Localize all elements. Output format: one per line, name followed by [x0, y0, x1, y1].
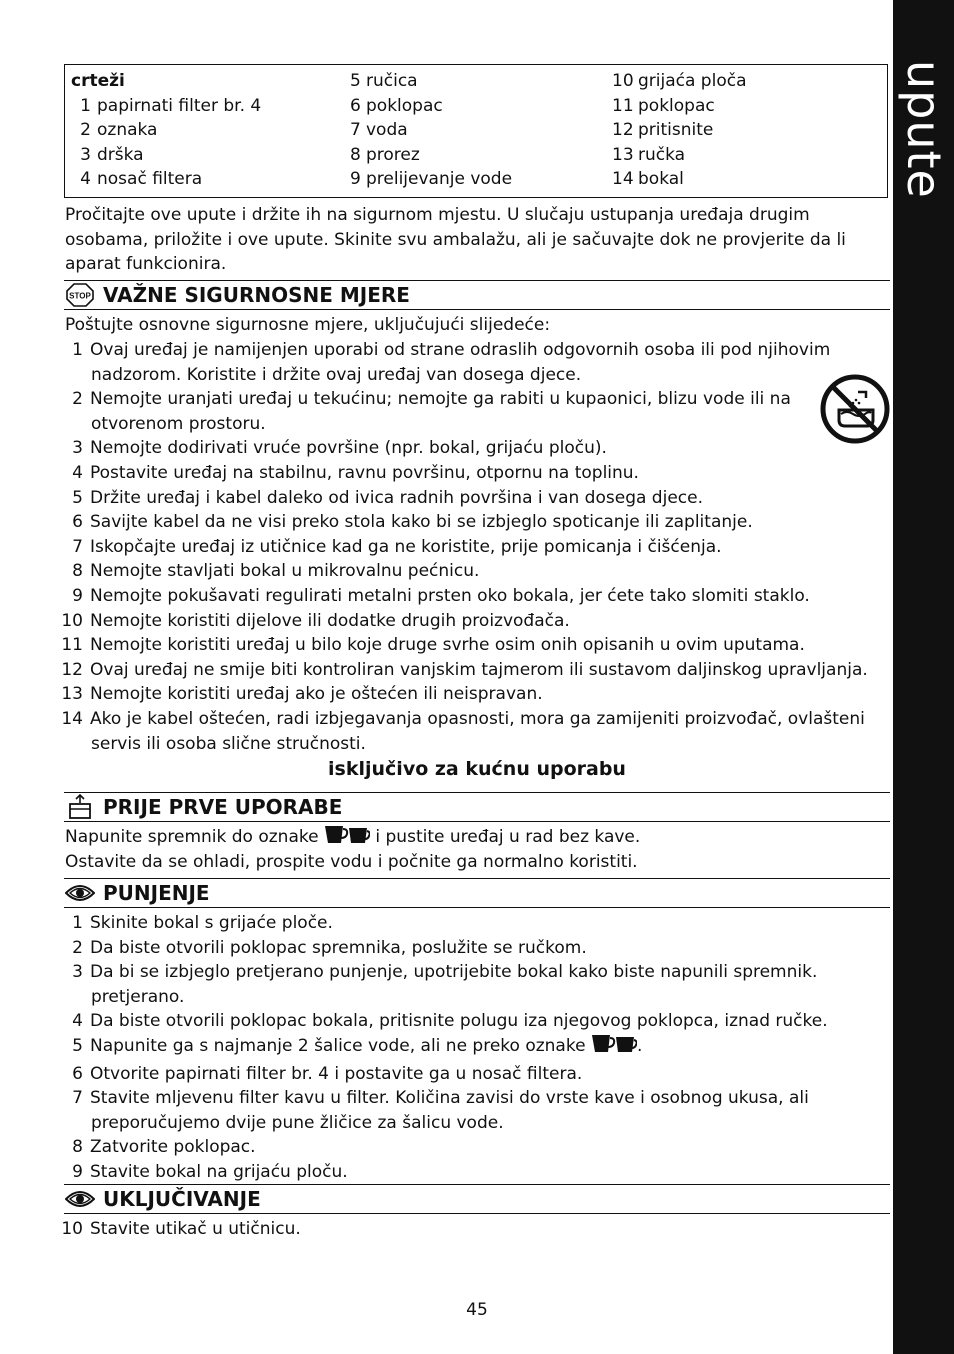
list-item: 8 Zatvorite poklopac.	[72, 1137, 256, 1158]
list-item: 6 Otvorite papirnati filter br. 4 i postavite ga u nosač filtera.	[72, 1063, 583, 1084]
figures-column-3	[612, 69, 747, 192]
no-bathroom-icon	[820, 374, 890, 449]
figure-item: 11 poklopac	[612, 95, 715, 116]
list-item: 2 Da biste otvorili poklopac spremnika, poslužite se ručkom.	[72, 937, 587, 958]
page-number: 45	[466, 1300, 488, 1320]
figure-item: 6 poklopac	[350, 95, 443, 116]
list-item: 10 Stavite utikač u utičnicu.	[61, 1219, 301, 1239]
list-item: 1 Skinite bokal s grijaće ploče.	[72, 913, 333, 933]
intro-line: Pročitajte ove upute i držite ih na sigurnom mjestu. U slučaju ustupanja uređaja drugim	[65, 205, 810, 225]
list-item: 11 Nemojte koristiti uređaj u bilo koje druge svrhe osim onih opisanih u ovim uputama.	[61, 635, 805, 656]
list-item: 6 Savijte kabel da ne visi preko stola kako bi se izbjeglo spoticanje ili zaplitanje.	[72, 512, 753, 533]
list-item: 5 Napunite ga s najmanje 2 šalice vode, ali ne preko oznake .	[60, 1034, 880, 1062]
intro-paragraph	[65, 203, 865, 277]
figures-column-1	[71, 69, 261, 192]
side-tab	[893, 0, 954, 1354]
first-use-title: PRIJE PRVE UPORABE	[103, 795, 343, 819]
switch-on-list	[60, 1217, 880, 1242]
list-item: 3 Nemojte dodirivati vruće površine (npr. bokal, grijaću ploču).	[72, 438, 607, 459]
safety-lead: Poštujte osnovne sigurnosne mjere, uključujući slijedeće:	[65, 315, 551, 335]
figure-item: 12 pritisnite	[612, 120, 714, 141]
list-item: 8 Nemojte stavljati bokal u mikrovalnu pećnicu.	[72, 561, 480, 582]
figure-item: 5 ručica	[350, 71, 418, 91]
first-use-icon	[65, 795, 95, 819]
list-item: 7 Iskopčajte uređaj iz utičnice kad ga ne koristite, prije pomicanja i čišćenja.	[72, 536, 722, 557]
household-use-note: isključivo za kućnu uporabu	[328, 758, 626, 780]
list-item: 14 Ako je kabel oštećen, radi izbjegavanja opasnosti, mora ga zamijeniti proizvođač, ovlašteni servis ili osoba slične stručnosti.	[61, 708, 865, 754]
list-item: 10 Nemojte koristiti dijelove ili dodatke drugih proizvođača.	[61, 610, 570, 631]
figure-item: 14 bokal	[612, 169, 684, 190]
figure-item: 9 prelijevanje vode	[350, 169, 513, 190]
list-item: 1 Ovaj uređaj je namijenjen uporabi od strane odraslih odgovornih osoba ili pod njihovim nadzorom. Koristite i držite ovaj uređaj van dosega djece.	[72, 340, 831, 385]
list-item: 4 Da biste otvorili poklopac bokala, pritisnite polugu iza njegovog poklopca, iznad ručke.	[72, 1011, 828, 1032]
figures-column-2	[350, 69, 512, 192]
eye-icon	[65, 1187, 95, 1211]
first-use-line: Ostavite da se ohladi, prospite vodu i počnite ga normalno koristiti.	[65, 852, 638, 872]
safety-list	[60, 338, 880, 756]
side-tab-label: upute	[897, 60, 951, 199]
list-item: 3 Da bi se izbjeglo pretjerano punjenje, upotrijebite bokal kako biste napunili spremnik. pretjerano.	[72, 962, 818, 1007]
list-item: 12 Ovaj uređaj ne smije biti kontroliran vanjskim tajmerom ili sustavom daljinskog upravljanja.	[61, 659, 868, 680]
figures-legend	[64, 64, 888, 198]
list-item: 4 Postavite uređaj na stabilnu, ravnu površinu, otpornu na toplinu.	[72, 462, 639, 483]
figure-item: 13 ručka	[612, 144, 686, 165]
figures-title: crteži	[71, 71, 125, 91]
switch-on-title: UKLJUČIVANJE	[103, 1187, 261, 1211]
list-item: 2 Nemojte uranjati uređaj u tekućinu; nemojte ga rabiti u kupaonici, blizu vode ili na otvorenom prostoru.	[72, 389, 791, 434]
list-item: 9 Stavite bokal na grijaću ploču.	[72, 1161, 348, 1182]
figure-item: 2 oznaka	[80, 120, 158, 141]
figure-item: 4 nosač filtera	[80, 169, 203, 190]
stop-icon	[65, 283, 95, 307]
intro-line: osobama, priložite i ove upute. Skinite svu ambalažu, ali je sačuvajte dok ne provjerite da li	[65, 229, 846, 250]
max-level-cups-icon	[324, 825, 370, 853]
figure-item: 1 papirnati filter br. 4	[80, 95, 262, 116]
first-use-line: Napunite spremnik do oznake i pustite uređaj u rad bez kave.	[65, 825, 640, 853]
figure-item: 10 grijaća ploča	[612, 71, 747, 91]
filling-section-header	[64, 878, 890, 908]
list-item: 13 Nemojte koristiti uređaj ako je oštećen ili neispravan.	[61, 684, 543, 705]
svg-text:STOP: STOP	[69, 291, 91, 301]
list-item: 9 Nemojte pokušavati regulirati metalni prsten oko bokala, jer ćete tako slomiti staklo.	[72, 585, 810, 606]
figure-item: 7 voda	[350, 120, 408, 141]
intro-line: aparat funkcionira.	[65, 254, 227, 275]
filling-list	[60, 911, 880, 1185]
switch-on-section-header	[64, 1184, 890, 1214]
eye-icon	[65, 881, 95, 905]
filling-title: PUNJENJE	[103, 881, 210, 905]
max-level-cups-icon	[591, 1034, 637, 1062]
safety-title: VAŽNE SIGURNOSNE MJERE	[103, 283, 410, 307]
safety-section-header	[64, 280, 890, 310]
list-item: 7 Stavite mljevenu filter kavu u filter. Količina zavisi do vrste kave i osobnog ukusa, ali preporučujemo dvije pune žličice za šalicu vode.	[72, 1088, 809, 1133]
figure-item: 3 drška	[80, 144, 144, 165]
figure-item: 8 prorez	[350, 144, 420, 165]
list-item: 5 Držite uređaj i kabel daleko od ivica radnih površina i van dosega djece.	[72, 487, 703, 508]
first-use-section-header	[64, 792, 890, 822]
